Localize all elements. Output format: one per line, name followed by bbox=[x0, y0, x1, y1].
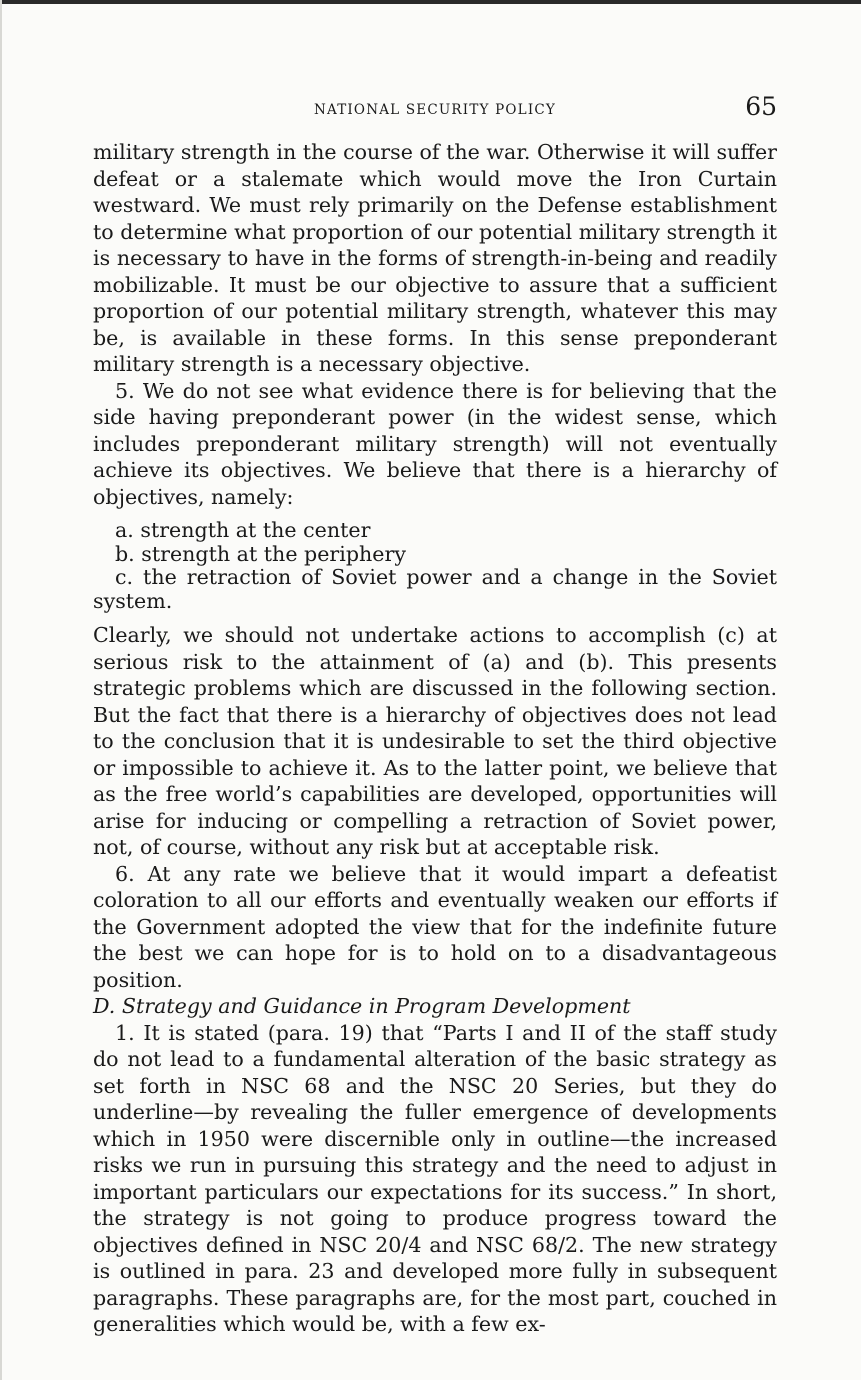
list-item: a. strength at the center bbox=[115, 518, 371, 542]
page-body bbox=[93, 139, 777, 1338]
page-top-edge bbox=[0, 0, 861, 4]
list-item: c. the retraction of Soviet power and a change in the Soviet system. bbox=[93, 565, 777, 613]
running-head: NATIONAL SECURITY POLICY bbox=[313, 102, 557, 118]
list-item: b. strength at the periphery bbox=[115, 541, 406, 566]
paragraph-clearly: Clearly, we should not undertake actions to accomplish (c) at serious risk to the attainment of (a) and (b). This presents strategic problems which are discussed in the following section. But the fact that there is a hierarchy of objectives does not lead to the conclusion that it is undesirable to set the third objective or impossible to achieve it. As to the latter point, we believe that as the free world’s capabilities are developed, opportunities will arise for inducing or compelling a retraction of Soviet power, not, of course, without any risk but at acceptable risk. bbox=[93, 623, 777, 859]
page-left-edge bbox=[0, 0, 2, 1380]
page-number: 65 bbox=[745, 92, 777, 121]
paragraph-5: 5. We do not see what evidence there is for believing that the side having preponderant power (in the widest sense, which includes preponderant military strength) will not eventually achieve its objectives. We believe that there is a hierarchy of objectives, namely: bbox=[93, 378, 777, 509]
paragraph-d1: 1. It is stated (para. 19) that “Parts I and II of the staff study do not lead to a fundamental alteration of the basic strategy as set forth in NSC 68 and the NSC 20 Series, but they do underline—by revealing the fuller emergence of developments which in 1950 were discernible only in outline—the increased risks we run in pursuing this strategy and the need to adjust in important particulars our expectations for its success.” In short, the strategy is not going to produce progress toward the objectives defined in NSC 20/4 and NSC 68/2. The new strategy is outlined in para. 23 and developed more fully in subsequent paragraphs. These paragraphs are, for the most part, couched in generalities which would be, with a few ex- bbox=[93, 1020, 777, 1336]
page-header bbox=[93, 92, 777, 128]
section-heading: D. Strategy and Guidance in Program Development bbox=[93, 994, 631, 1018]
paragraph-6: 6. At any rate we believe that it would impart a defeatist coloration to all our efforts and eventually weaken our efforts if the Government adopted the view that for the indefinite future the best we can hope for is to hold on to a disadvantageous position. bbox=[93, 861, 777, 992]
paragraph-continuation: military strength in the course of the war. Otherwise it will suffer defeat or a stalemate which would move the Iron Curtain westward. We must rely primarily on the Defense establishment to determine what proportion of our potential military strength it is necessary to have in the forms of strength-in-being and readily mobilizable. It must be our objective to assure that a sufficient proportion of our potential military strength, whatever this may be, is available in these forms. In this sense preponderant military strength is a necessary objective. bbox=[93, 140, 777, 376]
objectives-list bbox=[93, 519, 777, 613]
